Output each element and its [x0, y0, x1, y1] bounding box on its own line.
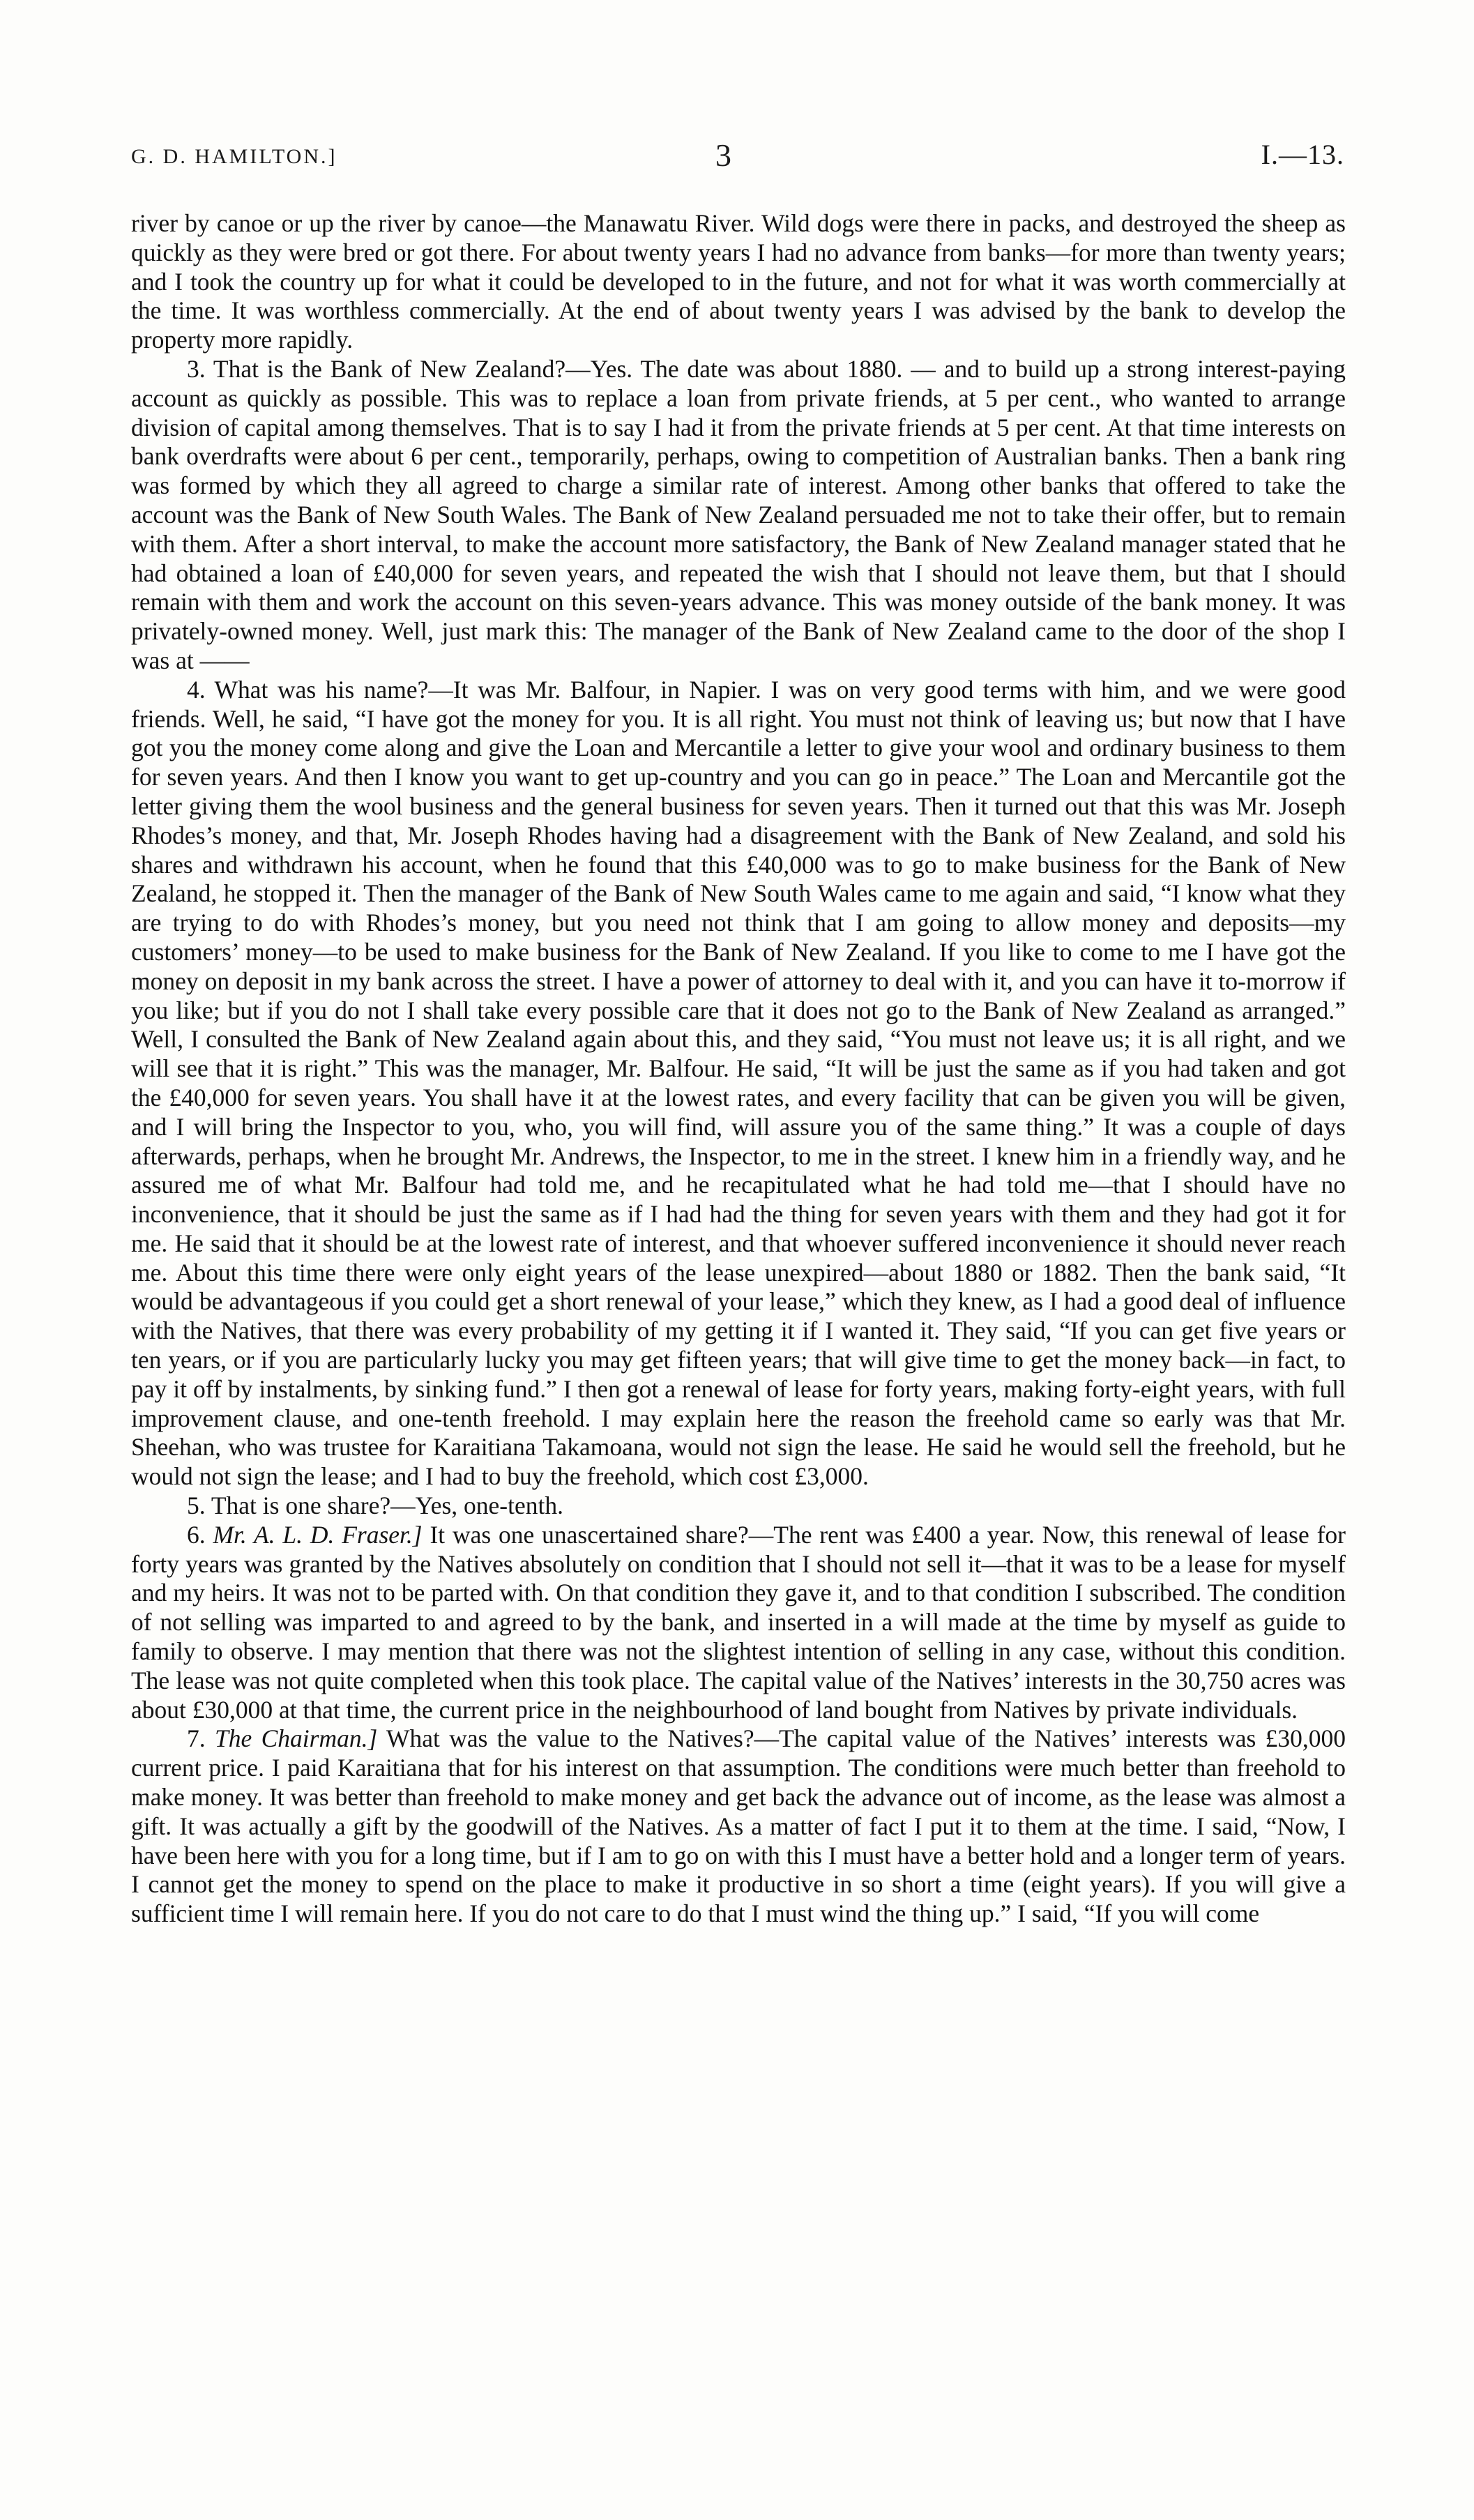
paragraph-6-speaker: Mr. A. L. D. Fraser.]: [213, 1520, 423, 1549]
page-header: [131, 137, 1351, 179]
paragraph-7-speaker: The Chairman.]: [214, 1724, 378, 1753]
paragraph-3: 3. That is the Bank of New Zealand?—Yes. The date was about 1880. — and to build up a strong interest-paying account as quickly as possible. This was to replace a loan from private friends, at 5 per cent., who wanted to arrange division of capital among themselves. That is to say I had it from the private friends at 5 per cent. At that time interests on bank overdrafts were about 6 per cent., temporarily, perhaps, owing to competition of Australian banks. Then a bank ring was formed by which they all agreed to charge a similar rate of interest. Among other banks that offered to take the account was the Bank of New South Wales. The Bank of New Zealand persuaded me not to take their offer, but to remain with them. After a short interval, to make the account more satisfactory, the Bank of New Zealand manager stated that he had obtained a loan of £40,000 for seven years, and repeated the wish that I should not leave them, but that I should remain with them and work the account on this seven-years advance. This was money outside of the bank money. It was privately-owned money. Well, just mark this: The manager of the Bank of New Zealand came to the door of the shop I was at ——: [131, 354, 1346, 674]
page-number: 3: [715, 137, 731, 173]
paragraph-5: 5. That is one share?—Yes, one-tenth.: [187, 1491, 563, 1520]
paragraph-7-number: 7.: [187, 1724, 206, 1753]
paragraph-6-text: It was one unascertained share?—The rent was £400 a year. Now, this renewal of lease for forty years was granted by the Natives absolutely on condition that I should not sell it—that it was to be a lease for myself and my heirs. It was not to be parted with. On that condition they gave it, and to that condition I subscribed. The condition of not selling was imparted to and agreed to by the bank, and inserted in a will made at the time by myself as guide to family to observe. I may mention that there was not the slightest intention of selling in any case, without this condition. The lease was not quite completed when this took place. The capital value of the Natives’ interests in the 30,750 acres was about £30,000 at that time, the current price in the neighbourhood of land bought from Natives by private individuals.: [131, 1520, 1346, 1724]
header-witness-name: G. D. HAMILTON.]: [131, 145, 337, 168]
paragraph-6: [131, 1521, 1346, 1725]
paragraph-4: 4. What was his name?—It was Mr. Balfour, in Napier. I was on very good terms with him, and we were good friends. Well, he said, “I have got the money for you. It is all right. You must not think of leaving us; but now that I have got you the money come along and give the Loan and Mercantile a letter to give your wool and ordinary business to them for seven years. And then I know you want to get up-country and you can go in peace.” The Loan and Mercantile got the letter giving them the wool business and the general business for seven years. Then it turned out that this was Mr. Joseph Rhodes’s money, and that, Mr. Joseph Rhodes having had a disagreement with the Bank of New Zealand, and sold his shares and withdrawn his account, when he found that this £40,000 was to go to make business for the Bank of New Zealand, he stopped it. Then the manager of the Bank of New South Wales came to me again and said, “I know what they are trying to do with Rhodes’s money, but you need not think that I am going to allow money and deposits—my customers’ money—to be used to make business for the Bank of New Zealand. If you like to come to me I have got the money on deposit in my bank across the street. I have a power of attorney to deal with it, and you can have it to-morrow if you like; but if you do not I shall take every possible care that it does not go to the Bank of New Zealand as arranged.” Well, I consulted the Bank of New Zealand again about this, and they said, “You must not leave us; it is all right, and we will see that it is right.” This was the manager, Mr. Balfour. He said, “It will be just the same as if you had taken and got the £40,000 for seven years. You shall have it at the lowest rates, and every facility that can be given you will be given, and I will bring the Inspector to you, who, you will find, will assure you of the same thing.” It was a couple of days afterwards, perhaps, when he brought Mr. Andrews, the Inspector, to me in the street. I knew him in a friendly way, and he assured me of what Mr. Balfour had told me, and he recapitulated what he had told me—that I should have no inconvenience, that it should be just the same as if I had had the thing for seven years with them and they had got it for me. He said that it should be at the lowest rate of interest, and that whoever suffered inconvenience it should never reach me. About this time there were only eight years of the lease unexpired—about 1880 or 1882. Then the bank said, “It would be advantageous if you could get a short renewal of your lease,” which they knew, as I had a good deal of influence with the Natives, that there was every probability of my getting it if I wanted it. They said, “If you can get five years or ten years, or if you are particularly lucky you may get fifteen years; that will give time to get the money back—in fact, to pay it off by instalments, by sinking fund.” I then got a renewal of lease for forty years, making forty-eight years, with full improvement clause, and one-tenth freehold. I may explain here the reason the freehold came so early was that Mr. Sheehan, who was trustee for Karaitiana Takamoana, would not sign the lease. He said he would sell the freehold, but he would not sign the lease; and I had to buy the freehold, which cost £3,000.: [131, 675, 1346, 1491]
paragraph-6-number: 6.: [187, 1520, 206, 1549]
body-text: [131, 209, 1346, 1929]
paragraph-7: [131, 1724, 1346, 1929]
paragraph-continuation: river by canoe or up the river by canoe—the Manawatu River. Wild dogs were there in packs, and destroyed the sheep as quickly as they were bred or got there. For about twenty years I had no advance from banks—for more than twenty years; and I took the country up for what it could be developed to in the future, and not for what it was worth commercially at the time. It was worthless commercially. At the end of about twenty years I was advised by the bank to develop the property more rapidly.: [131, 209, 1346, 354]
document-reference: I.—13.: [1261, 139, 1344, 170]
paragraph-7-text: What was the value to the Natives?—The capital value of the Natives’ interests was £30,000 current price. I paid Karaitiana that for his interest on that assumption. The conditions were much better than freehold to make money. It was better than freehold to make money and get back the advance out of income, as the lease was almost a gift. It was actually a gift by the goodwill of the Natives. As a matter of fact I put it to them at the time. I said, “Now, I have been here with you for a long time, but if I am to go on with this I must have a better hold and a longer term of years. I cannot get the money to spend on the place to make it productive in so short a time (eight years). If you will give a sufficient time I will remain here. If you do not care to do that I must wind the thing up.” I said, “If you will come: [131, 1724, 1346, 1928]
